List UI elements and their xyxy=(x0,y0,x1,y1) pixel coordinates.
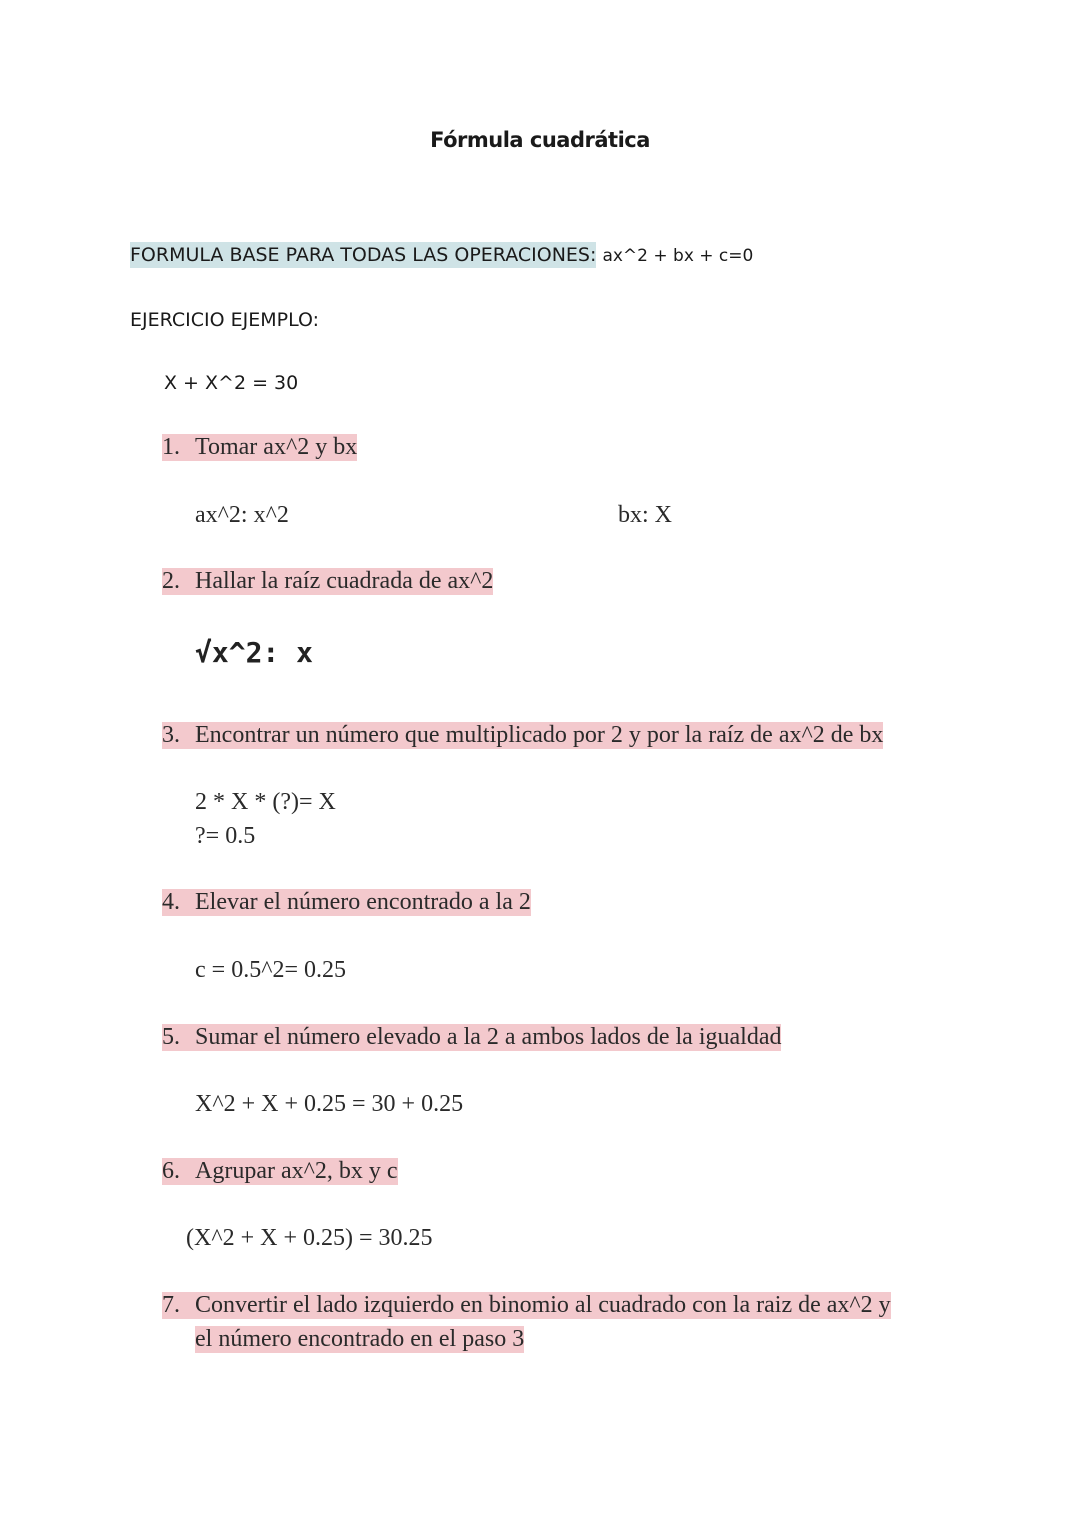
example-equation: X + X^2 = 30 xyxy=(164,372,299,394)
step-5-work: X^2 + X + 0.25 = 30 + 0.25 xyxy=(195,1091,464,1117)
step-3 xyxy=(162,722,883,749)
step-5 xyxy=(162,1024,781,1051)
base-formula-line xyxy=(130,244,753,266)
step-number: 5. xyxy=(162,1024,180,1050)
step-4-work: c = 0.5^2= 0.25 xyxy=(195,957,346,983)
step-4 xyxy=(162,889,531,916)
step-text: Tomar ax^2 y bx xyxy=(195,434,358,460)
step-6-work: (X^2 + X + 0.25) = 30.25 xyxy=(186,1225,433,1251)
step-3-work-equation: 2 * X * (?)= X xyxy=(195,789,336,815)
step-text: Agrupar ax^2, bx y c xyxy=(195,1158,398,1184)
step-1-work-bx: bx: X xyxy=(618,502,672,528)
step-text: Elevar el número encontrado a la 2 xyxy=(195,889,531,915)
step-text: Sumar el número elevado a la 2 a ambos lados de la igualdad xyxy=(195,1024,782,1050)
step-7 xyxy=(162,1292,891,1319)
step-number: 6. xyxy=(162,1158,180,1184)
step-3-work-result: ?= 0.5 xyxy=(195,823,256,849)
step-number: 4. xyxy=(162,889,180,915)
step-1-work-ax: ax^2: x^2 xyxy=(195,502,289,528)
base-formula: ax^2 + bx + c=0 xyxy=(602,246,754,266)
example-label: EJERCICIO EJEMPLO: xyxy=(130,309,319,331)
step-2 xyxy=(162,568,493,595)
step-number: 3. xyxy=(162,722,180,748)
step-text-line1: Convertir el lado izquierdo en binomio al cuadrado con la raiz de ax^2 y xyxy=(195,1292,891,1318)
step-1 xyxy=(162,434,357,461)
base-formula-label: FORMULA BASE PARA TODAS LAS OPERACIONES: xyxy=(130,244,597,266)
page-title: Fórmula cuadrática xyxy=(430,128,650,152)
step-text: Hallar la raíz cuadrada de ax^2 xyxy=(195,568,494,594)
step-6 xyxy=(162,1158,398,1185)
step-number: 2. xyxy=(162,568,180,594)
step-number: 7. xyxy=(162,1292,180,1318)
step-2-work: √x^2: x xyxy=(195,636,314,669)
step-text: Encontrar un número que multiplicado por 2 y por la raíz de ax^2 de bx xyxy=(195,722,884,748)
step-number: 1. xyxy=(162,434,180,460)
step-7-text-line2: el número encontrado en el paso 3 xyxy=(195,1326,525,1352)
